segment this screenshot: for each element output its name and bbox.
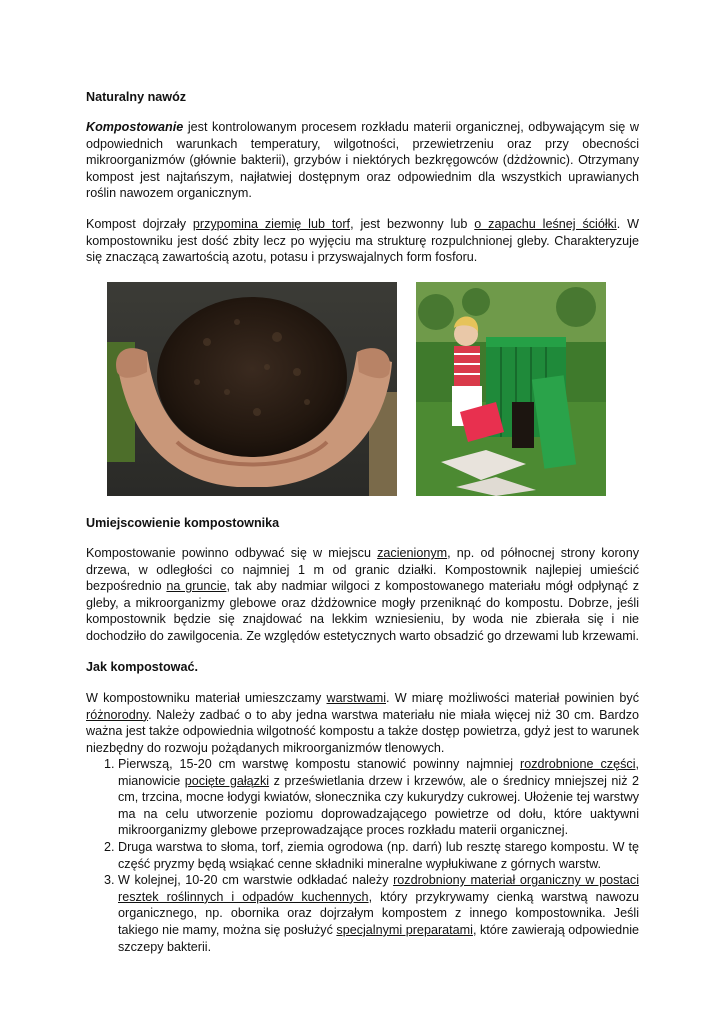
paragraph-layers: W kompostowniku materiał umieszczamy warstwami. W miarę możliwości materiał powinien być różnorodny. Należy zadbać o to aby jedna warstwa materiału nie miała więcej niż 30 cm. Bardzo ważna jest także odpowiednia wilgotność kompostu a także dostęp powietrza, gdyż jest to warunek niezbędny do rozwoju pożądanych mikroorganizmów tlenowych. (86, 691, 639, 755)
list-item: 2. Druga warstwa to słoma, torf, ziemia ogrodowa (np. darń) lub resztę starego kompostu. W tę część pryzmy będą wsiąkać cenne składniki mineralne wypłukiwane z górnych warstw. (104, 839, 639, 871)
underlined-phrase: o zapachu leśnej ściółki (474, 217, 617, 231)
paragraph-composting-definition: Kompostowanie jest kontrolowanym procesem rozkładu materii organicznej, odbywającym się w odpowiednich warunkach temperatury, wilgotności, przewietrzeniu oraz przy obecności mikroorganizmów (głównie bakterii), grzybów i niektórych bezkręgowców (dżdżownic). Otrzymany kompost jest najtańszym, najłatwiej dostępnym oraz odpowiednim dla wszystkich uprawianych roślin nawozem organicznym. (86, 120, 639, 201)
section-title-how-to-compost: Jak kompostować. (86, 660, 198, 674)
section-title-location: Umiejscowienie kompostownika (86, 516, 280, 530)
underlined-phrase: na gruncie (166, 579, 227, 594)
compost-layers-list (86, 756, 639, 955)
section-title-natural-fertilizer: Naturalny nawóz (86, 90, 187, 104)
underlined-phrase: zacienionym (377, 546, 448, 560)
underlined-phrase: różnorodny (86, 707, 149, 722)
list-item: 3. W kolejnej, 10-20 cm warstwie odkładać należy rozdrobniony materiał organiczny w postaci resztek roślinnych i odpadów kuchennych, który przykrywamy cienką warstwą nawozu organicznego, np. obornika oraz dojrzałym kompostem z innego kompostownika. Jeśli takiego nie mamy, można się posłużyć specjalnymi preparatami, które zawierają odpowiednie szczepy bakterii. (104, 873, 639, 954)
paragraph-location: Kompostowanie powinno odbywać się w miejscu zacienionym, np. od północnej strony korony drzewa, w odległości co najmniej 1 m od granic działki. Kompostownik najlepiej umieścić bezpośrednio na gruncie, tak aby nadmiar wilgoci z kompostowanego materiału mógł odpłynąć z gleby, a mikroorganizmy glebowe oraz dżdżownice mogły przeniknąć do kompostu. Dobrze, jeśli kompostownik będzie się znajdować na lekkim wzniesieniu, by woda nie zbierała się i nie dochodziło do zawilgocenia. Ze względów estetycznych warto obsadzić go drzewami lub krzewami. (86, 546, 639, 643)
term-kompostowanie: Kompostowanie (86, 120, 184, 134)
underlined-phrase: warstwami (326, 691, 386, 705)
woman-with-green-composter-photo (416, 282, 606, 496)
list-item: 1. Pierwszą, 15-20 cm warstwę kompostu stanowić powinny najmniej rozdrobnione części, mianowicie pocięte gałązki z prześwietlania drzew i krzewów, ale o średnicy mniejszej niż 2 cm, trzcina, mocne łodygi kwiatów, słonecznika czy kukurydzy cukrowej. Ułożenie tej warstwy ma na celu utworzenie poziomu doprowadzającego powietrze od dołu, które uaktywni mikroorganizmy glebowe przeprowadzające proces rozkładu materii organicznej. (104, 757, 639, 838)
hands-holding-compost-photo (107, 282, 397, 496)
underlined-phrase: przypomina ziemię lub torf (192, 217, 351, 231)
paragraph-mature-compost: Kompost dojrzały przypomina ziemię lub torf, jest bezwonny lub o zapachu leśnej ściółki. W kompostowniku jest dość zbity lecz po wyjęciu ma strukturę rozpulchnionej gleby. Charakteryzuje się znaczącą zawartością azotu, potasu i przyswajalnych form fosforu. (86, 217, 640, 265)
